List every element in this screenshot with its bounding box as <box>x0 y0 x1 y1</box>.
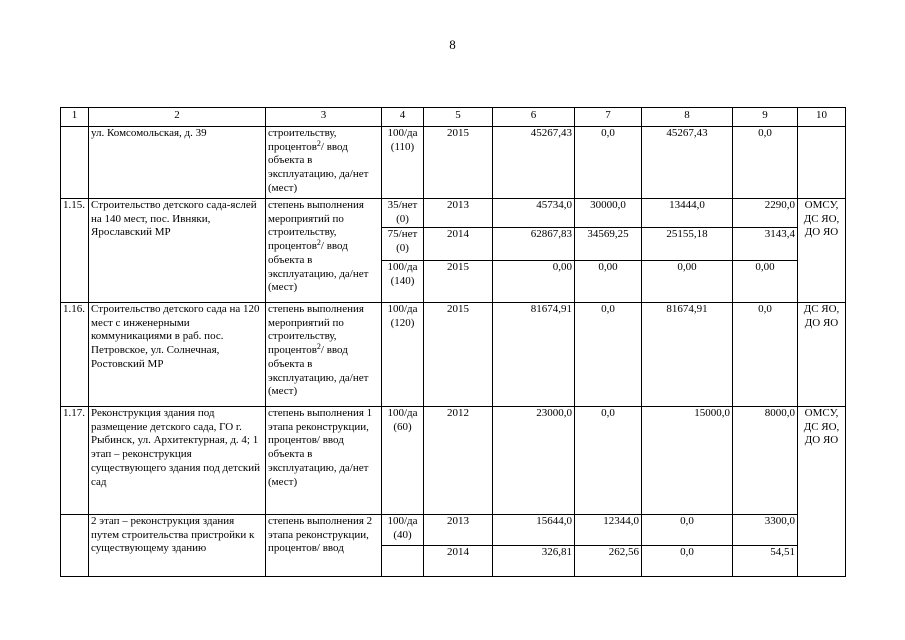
year: 2015 <box>424 261 493 303</box>
target-value: 35/нет (0) <box>382 199 424 228</box>
indicator: строительству, процентов$^2$/ ввод объекта в эксплуатацию, да/нет (мест) <box>266 127 382 199</box>
target-value <box>382 546 424 577</box>
col-header: 1 <box>61 108 89 127</box>
federal-funding: 30000,0 <box>575 199 642 228</box>
row-number: 1.17. <box>61 407 89 515</box>
federal-funding: 262,56 <box>575 546 642 577</box>
indicator: степень выполнения мероприятий по строительству, процентов$^2$/ ввод объекта в эксплуатацию, да/нет (мест) <box>266 199 382 303</box>
total-funding: 81674,91 <box>493 303 575 407</box>
year: 2015 <box>424 127 493 199</box>
col-header: 8 <box>642 108 733 127</box>
target-value: 75/нет (0) <box>382 228 424 261</box>
object-name: ул. Комсомольская, д. 39 <box>89 127 266 199</box>
object-name: Строительство детского сада-яслей на 140 мест, пос. Ивняки, Ярославский МР <box>89 199 266 303</box>
regional-funding: 0,00 <box>642 261 733 303</box>
col-header: 5 <box>424 108 493 127</box>
col-header: 2 <box>89 108 266 127</box>
row-number: 1.16. <box>61 303 89 407</box>
federal-funding: 12344,0 <box>575 515 642 546</box>
local-funding: 3143,4 <box>733 228 798 261</box>
page-number: 8 <box>449 37 456 52</box>
total-funding: 45267,43 <box>493 127 575 199</box>
col-header: 6 <box>493 108 575 127</box>
row-number: 1.15. <box>61 199 89 303</box>
total-funding: 0,00 <box>493 261 575 303</box>
year: 2014 <box>424 546 493 577</box>
table-row-1-17-stage2 <box>61 515 846 546</box>
col-header: 10 <box>798 108 846 127</box>
executor: ОМСУ, ДС ЯО, ДО ЯО <box>798 199 846 303</box>
indicator: степень выполнения 1 этапа реконструкции, процентов/ ввод объекта в эксплуатацию, да/нет (мест) <box>266 407 382 515</box>
local-funding: 0,0 <box>733 127 798 199</box>
executor: ОМСУ, ДС ЯО, ДО ЯО <box>798 407 846 577</box>
row-number <box>61 515 89 577</box>
indicator: степень выполнения 2 этапа реконструкции, процентов/ ввод <box>266 515 382 577</box>
column-number-row <box>61 108 846 127</box>
regional-funding: 15000,0 <box>642 407 733 515</box>
local-funding: 2290,0 <box>733 199 798 228</box>
local-funding: 54,51 <box>733 546 798 577</box>
target-value: 100/да (140) <box>382 261 424 303</box>
total-funding: 15644,0 <box>493 515 575 546</box>
regional-funding: 81674,91 <box>642 303 733 407</box>
total-funding: 62867,83 <box>493 228 575 261</box>
target-value: 100/да (120) <box>382 303 424 407</box>
year: 2012 <box>424 407 493 515</box>
total-funding: 23000,0 <box>493 407 575 515</box>
table-row-continuation <box>61 127 846 199</box>
regional-funding: 25155,18 <box>642 228 733 261</box>
col-header: 3 <box>266 108 382 127</box>
federal-funding: 0,00 <box>575 261 642 303</box>
year: 2013 <box>424 199 493 228</box>
total-funding: 45734,0 <box>493 199 575 228</box>
col-header: 4 <box>382 108 424 127</box>
regional-funding: 45267,43 <box>642 127 733 199</box>
regional-funding: 13444,0 <box>642 199 733 228</box>
regional-funding: 0,0 <box>642 515 733 546</box>
year: 2015 <box>424 303 493 407</box>
federal-funding: 0,0 <box>575 407 642 515</box>
local-funding: 0,0 <box>733 303 798 407</box>
table-row-1-17 <box>61 407 846 515</box>
local-funding: 3300,0 <box>733 515 798 546</box>
federal-funding: 0,0 <box>575 303 642 407</box>
indicator: степень выполнения мероприятий по строительству, процентов$^2$/ ввод объекта в эксплуатацию, да/нет (мест) <box>266 303 382 407</box>
row-number <box>61 127 89 199</box>
federal-funding: 0,0 <box>575 127 642 199</box>
table-row-1-15 <box>61 199 846 228</box>
executor: ДС ЯО, ДО ЯО <box>798 303 846 407</box>
object-name: Реконструкция здания под размещение детского сада, ГО г. Рыбинск, ул. Архитектурная, д. 4; 1 этап – реконструкция существующего здания под детский сад <box>89 407 266 515</box>
executor <box>798 127 846 199</box>
table-row-1-16 <box>61 303 846 407</box>
regional-funding: 0,0 <box>642 546 733 577</box>
target-value: 100/да (110) <box>382 127 424 199</box>
target-value: 100/да (60) <box>382 407 424 515</box>
target-value: 100/да (40) <box>382 515 424 546</box>
object-name: 2 этап – реконструкция здания путем строительства пристройки к существующему зданию <box>89 515 266 577</box>
federal-funding: 34569,25 <box>575 228 642 261</box>
year: 2013 <box>424 515 493 546</box>
local-funding: 0,00 <box>733 261 798 303</box>
object-name: Строительство детского сада на 120 мест с инженерными коммуникациями в раб. пос. Петровское, ул. Солнечная, Ростовский МР <box>89 303 266 407</box>
local-funding: 8000,0 <box>733 407 798 515</box>
total-funding: 326,81 <box>493 546 575 577</box>
col-header: 9 <box>733 108 798 127</box>
year: 2014 <box>424 228 493 261</box>
program-table <box>60 107 846 577</box>
col-header: 7 <box>575 108 642 127</box>
